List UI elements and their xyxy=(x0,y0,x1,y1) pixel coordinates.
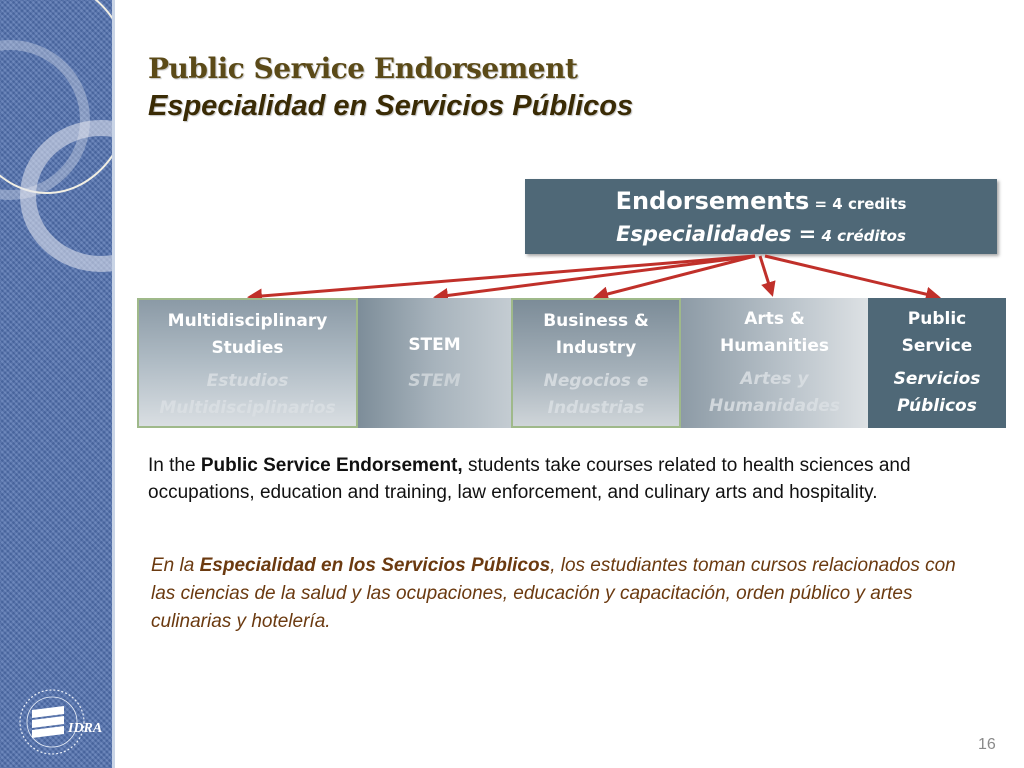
category-english-line: Industry xyxy=(555,338,637,358)
arrow-to-public-service xyxy=(765,256,938,297)
description-text: students take courses related to health sciences and occupations, education and training, law enforcement, and culinary arts and hospitality. xyxy=(148,455,911,503)
arrow-to-stem xyxy=(436,256,755,297)
category-english-line: Arts & xyxy=(744,309,805,329)
sidebar-divider xyxy=(112,0,115,768)
category-public-service xyxy=(868,298,1006,428)
page-subtitle: Especialidad en Servicios Públicos xyxy=(148,90,634,122)
category-spanish-line: Estudios xyxy=(206,371,289,391)
category-stem xyxy=(358,298,511,428)
category-spanish-line: Negocios e xyxy=(543,371,649,391)
category-spanish-line: Humanidades xyxy=(709,396,840,416)
category-spanish xyxy=(683,366,866,420)
arrow-to-business xyxy=(596,256,755,297)
category-english xyxy=(685,306,864,360)
category-english-line: Studies xyxy=(211,338,284,358)
category-spanish-line: Públicos xyxy=(897,396,977,416)
endorsements-line-english xyxy=(525,187,997,215)
description-text: , los estudiantes toman cursos relacionados con las ciencias de la salud y las ocupaciones, educación y capacitación, orden público y artes culinarias y hotelería. xyxy=(151,555,956,632)
description-emphasis: Especialidad en los Servicios Públicos xyxy=(199,555,551,576)
idra-logo xyxy=(12,684,104,758)
category-spanish xyxy=(141,368,354,422)
category-spanish-line: Industrias xyxy=(547,398,645,418)
description-spanish xyxy=(151,552,971,636)
category-business-industry xyxy=(511,298,681,428)
category-english xyxy=(872,306,1002,360)
page-number: 16 xyxy=(978,736,996,753)
category-english xyxy=(143,308,352,362)
especialidades-label: Especialidades = xyxy=(616,222,817,246)
category-spanish xyxy=(515,368,677,422)
category-spanish-line: Multidisciplinarios xyxy=(159,398,336,418)
description-text: In the xyxy=(148,455,201,476)
credits-label: = 4 credits xyxy=(809,195,907,213)
category-multidisciplinary xyxy=(137,298,358,428)
category-english xyxy=(362,332,507,359)
arrow-to-multidisciplinary xyxy=(250,256,755,297)
category-spanish xyxy=(870,366,1004,420)
endorsements-box xyxy=(525,179,997,254)
category-spanish xyxy=(360,368,509,395)
description-emphasis: Public Service Endorsement, xyxy=(200,455,463,476)
description-english xyxy=(148,452,978,506)
endorsements-label: Endorsements xyxy=(615,187,810,215)
category-english-line: Service xyxy=(901,336,973,356)
category-spanish-line: Servicios xyxy=(893,369,981,389)
category-spanish-line: Artes y xyxy=(740,369,809,389)
category-english-line: Humanities xyxy=(719,336,830,356)
category-english-line: STEM xyxy=(408,335,461,355)
logo-text: IDRA xyxy=(68,721,103,736)
description-text: En la xyxy=(151,555,200,576)
category-english xyxy=(517,308,675,362)
category-arts-humanities xyxy=(681,298,868,428)
page-title: Public Service Endorsement xyxy=(148,52,578,85)
endorsements-line-spanish xyxy=(525,222,997,246)
decorative-sidebar xyxy=(0,0,112,768)
category-spanish-line: STEM xyxy=(408,371,461,391)
category-english-line: Business & xyxy=(543,311,649,331)
category-english-line: Public xyxy=(907,309,967,329)
creditos-label: 4 créditos xyxy=(816,227,906,245)
category-english-line: Multidisciplinary xyxy=(167,311,328,331)
arrow-to-arts xyxy=(760,256,772,294)
